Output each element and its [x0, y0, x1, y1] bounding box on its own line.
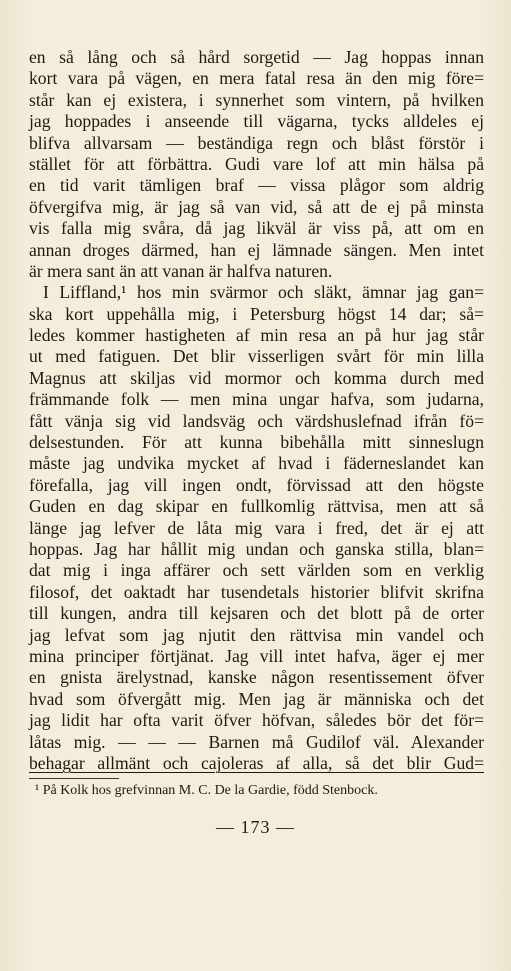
text-line: jag hoppades i anseende till vägarna, tycks alldeles ej: [29, 111, 484, 132]
text-line: fått vänja sig vid landsväg och värdshuslefnad ifrån fö=: [29, 410, 484, 431]
text-line: en så lång och så hård sorgetid — Jag hoppas innan: [29, 47, 484, 67]
text-line: måste jag undvika mycket af hvad i fäderneslandet kan: [29, 453, 484, 474]
text-line: Guden en dag skipar en fullkomlig rättvisa, men att så: [29, 496, 484, 517]
text-line: jag lidit har ofta varit öfver höfvan, således bör det för=: [29, 710, 484, 731]
text-line: en gnista ärelystnad, kanske någon resentissement öfver: [29, 667, 484, 688]
text-line: blifva allvarsam — beständiga regn och blåst förstör i: [29, 132, 484, 153]
text-line: hoppas. Jag har hållit mig undan och ganska stilla, blan=: [29, 538, 484, 559]
text-line: förefalla, jag vill ingen ondt, förvissad att den högste: [29, 474, 484, 495]
text-line: hvad som öfvergått mig. Men jag är människa och det: [29, 688, 484, 709]
text-line: främmande folk — men mina ungar hafva, som judarna,: [29, 389, 484, 410]
text-line: ut med fatiguen. Det blir visserligen svårt för min lilla: [29, 346, 484, 367]
text-line: är mera sant än att vanan är halfva naturen.: [29, 260, 333, 281]
text-line: öfvergifva mig, är jag så van vid, så att de ej på minsta: [29, 196, 484, 217]
text-line: mina principer förtjänat. Jag vill intet hafva, äger ej mer: [29, 645, 484, 666]
body-text: [29, 47, 484, 774]
text-line: låtas mig. — — — Barnen må Gudilof väl. Alexander: [29, 731, 484, 752]
text-line: filosof, det oaktadt har tusendetals historier blifvit skrifna: [29, 581, 484, 602]
text-line: behagar allmänt och cajoleras af alla, så det blir Gud=: [29, 752, 484, 773]
text-line: jag lefvat som jag njutit den rättvisa min vandel och: [29, 624, 484, 645]
text-line: till kungen, andra till kejsaren och det blott på de orter: [29, 603, 484, 624]
footnote: ¹ På Kolk hos grefvinnan M. C. De la Gardie, född Stenbock.: [35, 783, 378, 798]
text-line: delsestunden. För att kunna bibehålla mitt sinneslugn: [29, 432, 484, 453]
text-line-paragraph-start: I Liffland,¹ hos min svärmor och släkt, ämnar jag gan=: [43, 282, 484, 303]
text-line: annan droges därmed, han ej lämnade sängen. Men intet: [29, 239, 484, 260]
text-line: ska kort uppehålla mig, i Petersburg högst 14 dar; så=: [29, 303, 484, 324]
page-number: — 173 —: [216, 817, 295, 837]
text-line: kort vara på vägen, en mera fatal resa än den mig före=: [29, 68, 484, 89]
text-line: stället för att förbättra. Gudi vare lof att min hälsa på: [29, 153, 484, 174]
text-line: dat mig i inga affärer och sett världen som en verklig: [29, 560, 484, 581]
text-line: länge jag lefver de låta mig vara i fred, det är ej att: [29, 517, 484, 538]
text-line: Magnus att skiljas vid mormor och komma durch med: [29, 367, 484, 388]
footnote-divider: [29, 778, 119, 779]
text-line: en tid varit tämligen braf — vissa plågor som aldrig: [29, 175, 484, 196]
text-line: vis falla mig svåra, då jag likväl är viss på, att om en: [29, 218, 484, 239]
text-line: ledes kommer hastigheten af min resa an på hur jag står: [29, 325, 484, 346]
text-line: står kan ej existera, i synnerhet som vintern, på hvilken: [29, 89, 484, 110]
